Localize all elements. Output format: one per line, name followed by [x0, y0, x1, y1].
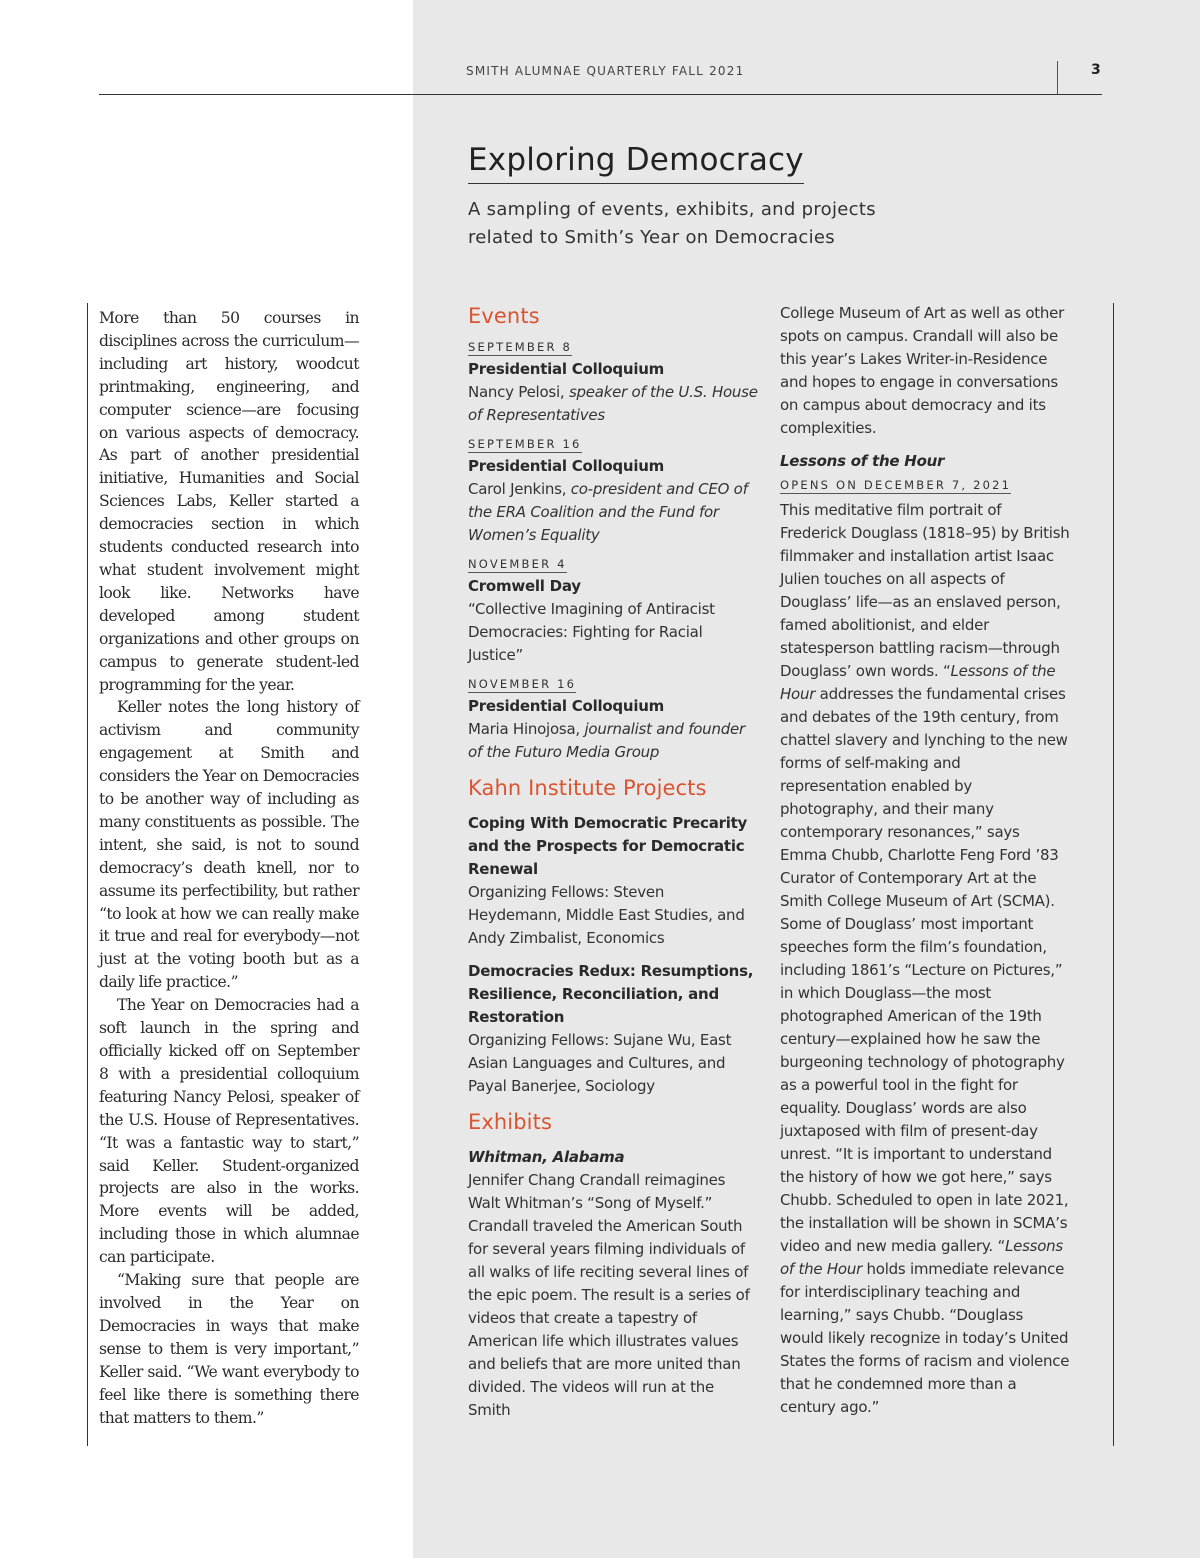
event-date: NOVEMBER 16	[468, 677, 577, 691]
feature-title: Exploring Democracy	[468, 142, 804, 184]
story-paragraph: The Year on Democracies had a soft launch in the spring and officially kicked off on September 8 with a presidential colloquium featuring Nancy Pelosi, speaker of the U.S. House of Representatives. “It was a fantastic way to start,” said Keller. Student-organized projects are also in the works. More events will be added, including those in which alumnae can participate.	[99, 996, 359, 1267]
event-description: “Collective Imagining of Antiracist Democracies: Fighting for Racial Justice”	[468, 600, 715, 664]
page-number: 3	[1091, 62, 1101, 78]
lessons-film-title-2: Lessons of the Hour	[780, 1237, 1063, 1278]
right-column-rule	[1113, 303, 1114, 1446]
event-item	[468, 427, 758, 547]
lessons-body-1: This meditative film portrait of Frederick Douglass (1818–95) by British filmmaker and installation artist Isaac Julien touches on all aspects of Douglass’ life—as an enslaved person, famed abolitionist, and elder statesperson battling racism—through Douglass’ own words. “	[780, 501, 1070, 680]
page-number-divider	[1057, 61, 1058, 94]
feature-subtitle: A sampling of events, exhibits, and projects related to Smith’s Year on Democracies	[468, 199, 876, 248]
whitman-title: Whitman, Alabama	[468, 1148, 625, 1166]
story-paragraph: Keller notes the long history of activism and community engagement at Smith and considers the Year on Democracies to be another way of including as many constituents as possible. The intent, she said, is not to sound democracy’s death knell, nor to assume its perfectibility, but rather “to look at how we can really make it true and real for everybody—not just at the voting booth but as a daily life practice.”	[99, 698, 359, 992]
event-speaker	[468, 381, 758, 427]
event-item	[468, 330, 758, 427]
event-speaker	[468, 478, 758, 547]
story-column	[99, 307, 359, 1429]
lessons-date: OPENS ON DECEMBER 7, 2021	[780, 478, 1012, 492]
kahn-project	[468, 812, 758, 950]
event-person: Maria Hinojosa,	[468, 720, 580, 738]
sidebar-right-column	[780, 302, 1070, 1419]
kahn-project-title: Democracies Redux: Resumptions, Resilience, Reconciliation, and Restoration	[468, 962, 754, 1026]
kahn-project	[468, 960, 758, 1098]
kahn-heading: Kahn Institute Projects	[468, 776, 707, 800]
event-date: SEPTEMBER 8	[468, 340, 573, 354]
whitman-body: Jennifer Chang Crandall reimagines Walt Whitman’s “Song of Myself.” Crandall traveled the American South for several years filming individuals of all walks of life reciting several lines of the epic poem. The result is a series of videos that create a tapestry of American life which illustrates values and beliefs that are more united than divided. The videos will run at the Smith	[468, 1171, 750, 1419]
kahn-project-title: Coping With Democratic Precarity and the Prospects for Democratic Renewal	[468, 814, 748, 878]
kahn-project-fellows: Organizing Fellows: Sujane Wu, East Asian Languages and Cultures, and Payal Banerjee, Sociology	[468, 1031, 732, 1095]
event-role: speaker of the U.S. House of Representatives	[468, 383, 758, 424]
exhibits-heading: Exhibits	[468, 1110, 552, 1134]
event-person: Nancy Pelosi,	[468, 383, 565, 401]
running-head: SMITH ALUMNAE QUARTERLY FALL 2021	[466, 64, 745, 78]
event-title: Presidential Colloquium	[468, 697, 665, 715]
event-title: Presidential Colloquium	[468, 457, 665, 475]
sidebar-middle-column	[468, 302, 758, 1422]
events-heading: Events	[468, 304, 540, 328]
lessons-body-3: holds immediate relevance for interdisciplinary teaching and learning,” says Chubb. “Douglass would likely recognize in today’s United States the forms of racism and violence that he condemned more than a century ago.”	[780, 1260, 1070, 1416]
lessons-title: Lessons of the Hour	[780, 452, 945, 470]
kahn-project-fellows: Organizing Fellows: Steven Heydemann, Middle East Studies, and Andy Zimbalist, Economics	[468, 883, 745, 947]
event-person: Carol Jenkins,	[468, 480, 567, 498]
event-speaker	[468, 718, 758, 764]
whitman-body-continued: College Museum of Art as well as other spots on campus. Crandall will also be this year’s Lakes Writer-in-Residence and hopes to engage in conversations on campus about democracy and its complexities.	[780, 304, 1065, 437]
event-role: co-president and CEO of the ERA Coalition and the Fund for Women’s Equality	[468, 480, 748, 544]
story-paragraph: “Making sure that people are involved in the Year on Democracies in ways that make sense to them is very important,” Keller said. “We want everybody to feel like there is something there that matters to them.”	[99, 1271, 359, 1427]
story-paragraph: More than 50 courses in disciplines across the curriculum—including art history, woodcut printmaking, engineering, and computer science—are focusing on various aspects of democracy. As part of another presidential initiative, Humanities and Social Sciences Labs, Keller started a democracies section in which students conducted research into what student involvement might look like. Networks have developed among student organizations and other groups on campus to generate student-led programming for the year.	[99, 309, 359, 694]
left-column-rule	[87, 303, 88, 1446]
header-rule	[99, 94, 1102, 95]
event-item	[468, 667, 758, 764]
event-date: SEPTEMBER 16	[468, 437, 582, 451]
event-date: NOVEMBER 4	[468, 557, 567, 571]
event-role: journalist and founder of the Futuro Media Group	[468, 720, 745, 761]
event-title: Cromwell Day	[468, 577, 581, 595]
event-title: Presidential Colloquium	[468, 360, 665, 378]
lessons-body	[780, 499, 1070, 1419]
event-item	[468, 547, 758, 667]
lessons-body-2: addresses the fundamental crises and debates of the 19th century, from chattel slavery and lynching to the new forms of self-making and representation enabled by photography, and their many contemporary resonances,” says Emma Chubb, Charlotte Feng Ford ’83 Curator of Contemporary Art at the Smith College Museum of Art (SCMA). Some of Douglass’ most important speeches form the film’s foundation, including 1861’s “Lecture on Pictures,” in which Douglass—the most photographed American of the 19th century—explained how he saw the burgeoning technology of photography as a powerful tool in the fight for equality. Douglass’ words are also juxtaposed with film of present-day unrest. “It is important to understand the history of how we got here,” says Chubb. Scheduled to open in late 2021, the installation will be shown in SCMA’s video and new media gallery. “	[780, 685, 1069, 1255]
lessons-film-title: Lessons of the Hour	[780, 662, 1056, 703]
